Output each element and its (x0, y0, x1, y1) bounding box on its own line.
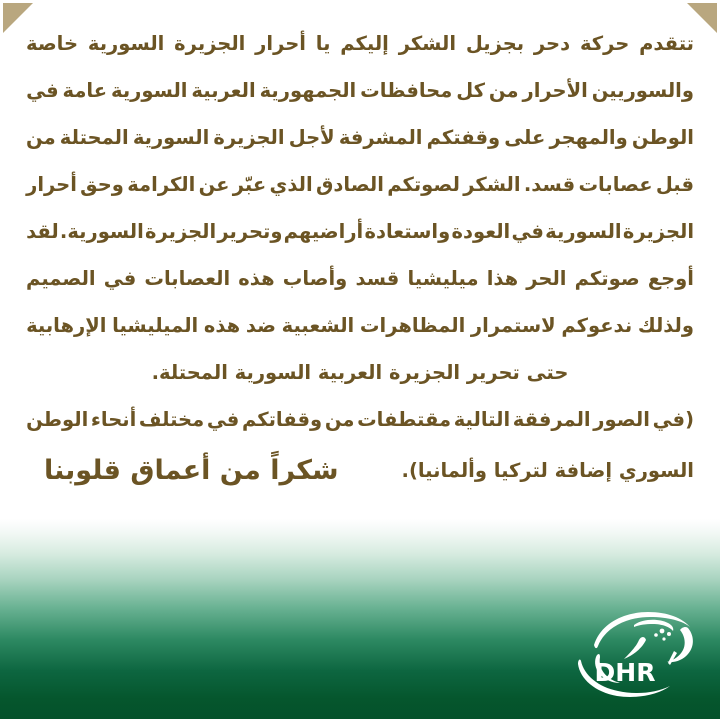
word: على (504, 126, 546, 149)
word: العصابات (144, 267, 231, 290)
word: وحق (80, 173, 124, 196)
word: المظاهرات (359, 314, 466, 337)
word: الصميم (26, 267, 96, 290)
word: هذا (486, 267, 519, 290)
statement-text-block (0, 20, 720, 497)
word: إليكم (340, 32, 389, 55)
word: السورية. (59, 220, 144, 243)
word: أحرار (255, 32, 306, 55)
word: هذه (238, 267, 275, 290)
statement-line (26, 255, 694, 302)
word: الإرهابية (26, 314, 107, 337)
word: عامة (62, 79, 108, 102)
closing-row (26, 443, 694, 497)
word: دحر (533, 32, 571, 55)
word: الذي (269, 173, 313, 196)
statement-line (26, 396, 694, 443)
word: وتحرير (217, 220, 283, 243)
thanks-headline: شكراً من أعماق قلوبنا (44, 454, 339, 486)
word: ميليشيا (407, 267, 479, 290)
word: لقد (26, 220, 59, 243)
word: عن (198, 173, 230, 196)
word: السورية (87, 32, 165, 55)
word: قسد (355, 267, 400, 290)
word: السورية (132, 126, 210, 149)
statement-line (26, 208, 694, 255)
corner-triangle-top-left-icon (3, 3, 33, 33)
word: أراضيهم (283, 220, 364, 243)
word: أوجع (647, 267, 694, 290)
statement-line: حتى تحرير الجزيرة العربية السورية المحتلة. (151, 361, 569, 384)
word: الأحرار (522, 79, 588, 102)
word: السورية (545, 220, 622, 243)
word: من (324, 408, 355, 431)
word: والسوريين (591, 79, 694, 102)
word: في (103, 267, 137, 290)
word: والمهجر (549, 126, 628, 149)
corner-triangle-top-right-icon (687, 3, 717, 33)
statement-line (26, 20, 694, 67)
word: الصور (593, 408, 650, 431)
word: الشعبية (281, 314, 355, 337)
word: تتقدم (639, 32, 694, 55)
word: (في (652, 408, 694, 431)
word: كل (456, 79, 485, 102)
word: مختلف (138, 408, 205, 431)
word: التالية (453, 408, 511, 431)
word: في (206, 408, 240, 431)
word: الجزيرة (622, 220, 694, 243)
word: العربية (191, 79, 256, 102)
word: المرفقة (512, 408, 591, 431)
word: الميليشيا (112, 314, 199, 337)
word: لصوتكم (387, 173, 460, 196)
statement-line (26, 67, 694, 114)
word: قسد. (523, 173, 576, 196)
word: في (511, 220, 544, 243)
dhr-logo (570, 601, 702, 705)
word: الحر (526, 267, 567, 290)
word: واستعادة (364, 220, 451, 243)
word: الجمهورية (259, 79, 357, 102)
word: خاصة (26, 32, 79, 55)
word: قبل (655, 173, 694, 196)
word: بجزيل (465, 32, 525, 55)
word: الصادق (315, 173, 384, 196)
word: وأصاب (282, 267, 348, 290)
closing-fragment: السوري إضافة لتركيا وألمانيا). (401, 458, 694, 482)
word: لأجل (288, 126, 335, 149)
word: ولذلك (637, 314, 694, 337)
word: عبّر (232, 173, 267, 196)
word: الشكر (398, 32, 457, 55)
word: ندعوكم (561, 314, 633, 337)
word: صوتكم (574, 267, 640, 290)
word: لاستمرار (470, 314, 556, 337)
word: حركة (579, 32, 630, 55)
statement-line (26, 114, 694, 161)
word: الشكر (463, 173, 521, 196)
word: الجزيرة (213, 126, 285, 149)
word: ضد (245, 314, 276, 337)
word: أحرار (26, 173, 77, 196)
word: الوطن (631, 126, 694, 149)
word: المشرفة (338, 126, 423, 149)
word: الجزيرة (144, 220, 217, 243)
statement-line (26, 302, 694, 349)
statement-line (26, 161, 694, 208)
word: الوطن (26, 408, 89, 431)
word: المحتلة (59, 126, 129, 149)
word: الكرامة (127, 173, 196, 196)
word: يا (315, 32, 331, 55)
word: من (488, 79, 519, 102)
word: العودة (451, 220, 511, 243)
word: وقفتكم (426, 126, 501, 149)
word: من (26, 126, 56, 149)
logo-latin-text: DHR (594, 658, 656, 687)
word: محافظات (360, 79, 453, 102)
word: هذه (203, 314, 241, 337)
word: مقتطفات (357, 408, 452, 431)
word: في (26, 79, 59, 102)
word: السورية (111, 79, 188, 102)
word: الجزيرة (174, 32, 246, 55)
word: أنحاء (90, 408, 137, 431)
word: عصابات (578, 173, 653, 196)
word: وقفاتكم (241, 408, 323, 431)
